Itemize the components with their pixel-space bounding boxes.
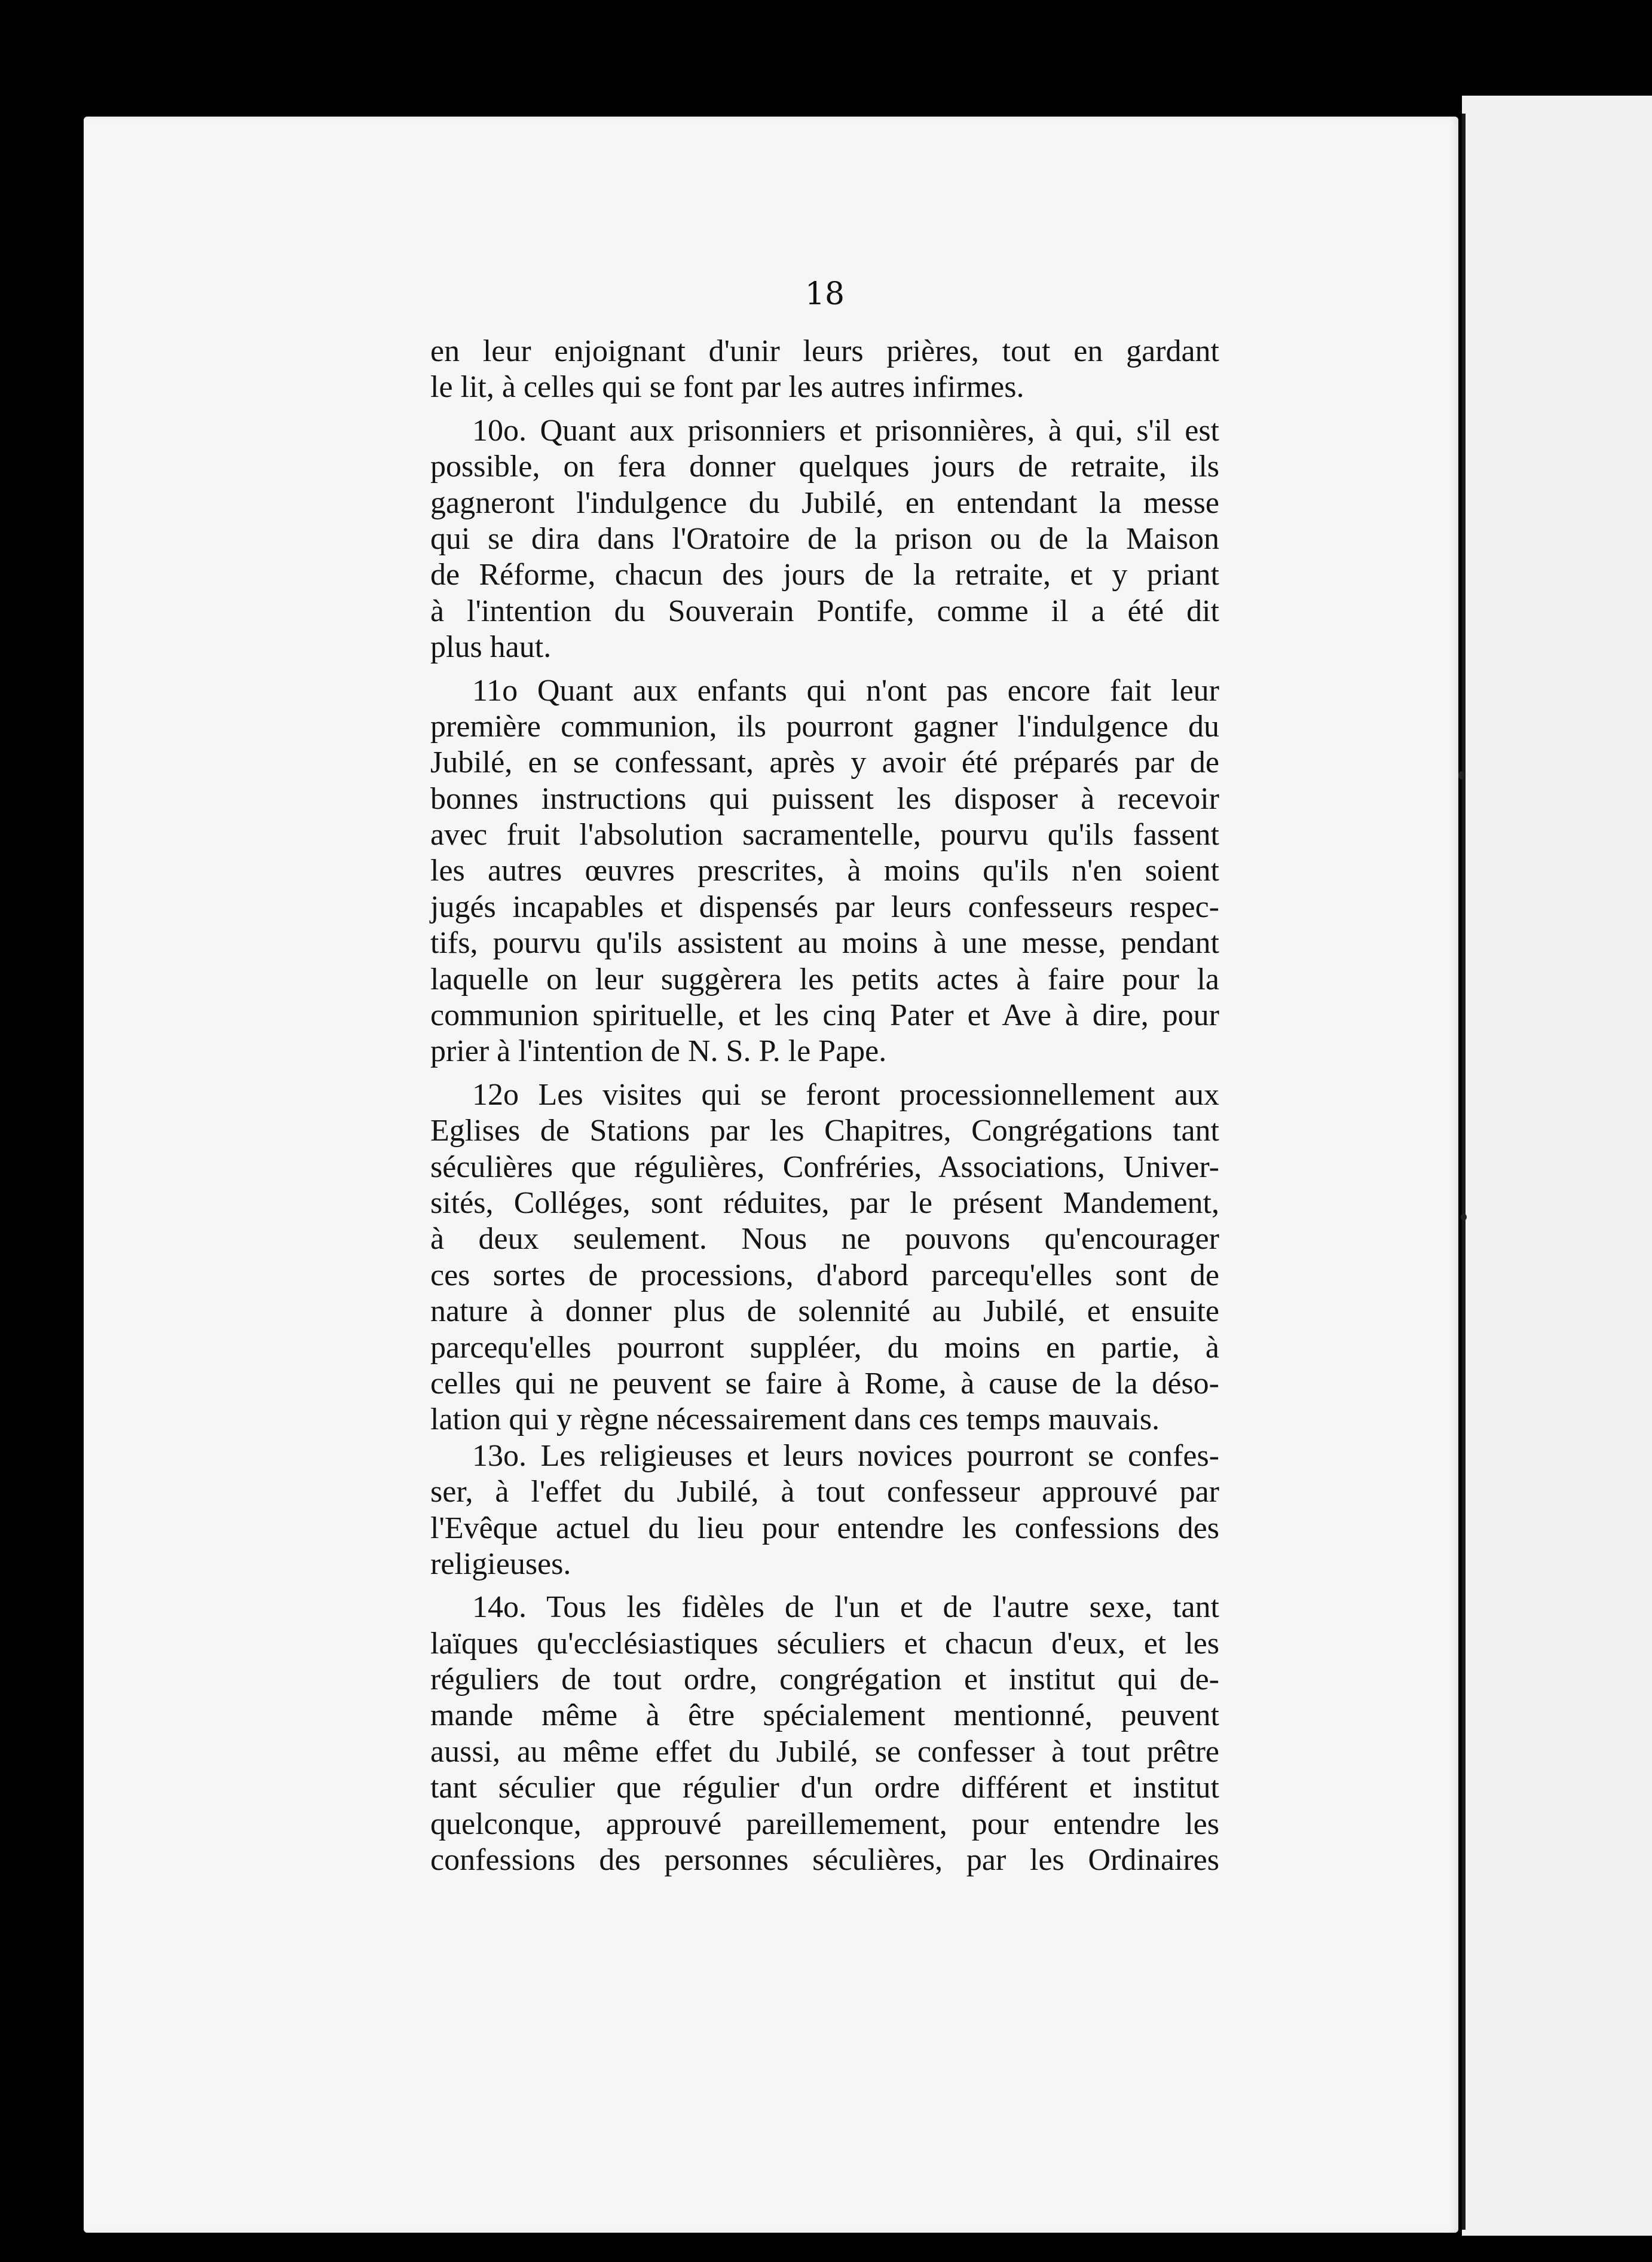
text-line: première communion, ils pourront gagner l'indulgence du (430, 709, 1219, 744)
text-line: religieuses. (430, 1546, 571, 1581)
text-line: les autres œuvres prescrites, à moins qu'ils n'en soient (430, 854, 1219, 888)
paragraph-gap (430, 1070, 1219, 1077)
text-line: 11o Quant aux enfants qui n'ont pas encore fait leur (472, 673, 1219, 708)
text-line: lation qui y règne nécessairement dans ces temps mauvais. (430, 1402, 1160, 1437)
text-line: Eglises de Stations par les Chapitres, Congrégations tant (430, 1114, 1219, 1148)
text-line: à l'intention du Souverain Pontife, comme il a été dit (430, 594, 1219, 628)
text-line: laïques qu'ecclésiastiques séculiers et chacun d'eux, et les (430, 1626, 1219, 1661)
text-line: bonnes instructions qui puissent les disposer à recevoir (430, 781, 1219, 816)
text-line: tant séculier que régulier d'un ordre différent et institut (430, 1771, 1219, 1805)
page-number: 18 (804, 276, 845, 312)
text-line: celles qui ne peuvent se faire à Rome, à cause de la déso- (430, 1366, 1219, 1401)
text-line: 14o. Tous les fidèles de l'un et de l'autre sexe, tant (472, 1590, 1219, 1625)
paragraph-gap (430, 666, 1219, 673)
text-line: 10o. Quant aux prisonniers et prisonnières, à qui, s'il est (472, 413, 1219, 448)
text-line: nature à donner plus de solennité au Jubilé, et ensuite (430, 1294, 1219, 1329)
text-line: avec fruit l'absolution sacramentelle, pourvu qu'ils fassent (430, 818, 1219, 852)
text-line: possible, on fera donner quelques jours de retraite, ils (430, 450, 1219, 484)
scan-speck (1461, 1213, 1467, 1221)
adjacent-page-edge (1462, 114, 1466, 2230)
text-line: ces sortes de processions, d'abord parcequ'elles sont de (430, 1258, 1219, 1292)
text-line: l'Evêque actuel du lieu pour entendre les confessions des (430, 1511, 1219, 1545)
text-line: prier à l'intention de N. S. P. le Pape. (430, 1034, 887, 1069)
text-line: en leur enjoignant d'unir leurs prières, tout en gardant (430, 334, 1219, 368)
text-line: 12o Les visites qui se feront processionnellement aux (472, 1077, 1219, 1112)
text-line: de Réforme, chacun des jours de la retraite, et y priant (430, 558, 1219, 592)
text-line: jugés incapables et dispensés par leurs confesseurs respec- (430, 889, 1219, 924)
text-line: gagneront l'indulgence du Jubilé, en entendant la messe (430, 485, 1219, 520)
text-line: quelconque, approuvé pareillemement, pour entendre les (430, 1806, 1219, 1841)
text-line: Jubilé, en se confessant, après y avoir été préparés par de (430, 745, 1219, 780)
scan-speck (1458, 771, 1464, 780)
text-line: ser, à l'effet du Jubilé, à tout confesseur approuvé par (430, 1475, 1219, 1509)
paragraph-gap (430, 406, 1219, 413)
text-line: parcequ'elles pourront suppléer, du moins en partie, à (430, 1330, 1219, 1365)
text-line: aussi, au même effet du Jubilé, se confesser à tout prêtre (430, 1734, 1219, 1769)
text-line: séculières que régulières, Confréries, Associations, Univer- (430, 1150, 1219, 1184)
text-line: le lit, à celles qui se font par les autres infirmes. (430, 370, 1024, 405)
text-line: à deux seulement. Nous ne pouvons qu'encourager (430, 1222, 1219, 1257)
paragraph-gap (430, 1582, 1219, 1589)
text-line: confessions des personnes séculières, par les Ordinaires (430, 1843, 1219, 1878)
text-line: communion spirituelle, et les cinq Pater et Ave à dire, pour (430, 998, 1219, 1033)
text-line: laquelle on leur suggèrera les petits actes à faire pour la (430, 962, 1219, 996)
text-line: plus haut. (430, 630, 552, 665)
text-line: qui se dira dans l'Oratoire de la prison ou de la Maison (430, 521, 1219, 556)
text-line: réguliers de tout ordre, congrégation et institut qui de- (430, 1662, 1219, 1697)
page-body-text (430, 334, 1219, 1878)
text-line: sités, Colléges, sont réduites, par le présent Mandement, (430, 1185, 1219, 1220)
text-line: mande même à être spécialement mentionné, peuvent (430, 1698, 1219, 1733)
text-line: 13o. Les religieuses et leurs novices pourront se confes- (472, 1438, 1219, 1473)
adjacent-page (1462, 96, 1652, 2236)
text-line: tifs, pourvu qu'ils assistent au moins à une messe, pendant (430, 926, 1219, 961)
